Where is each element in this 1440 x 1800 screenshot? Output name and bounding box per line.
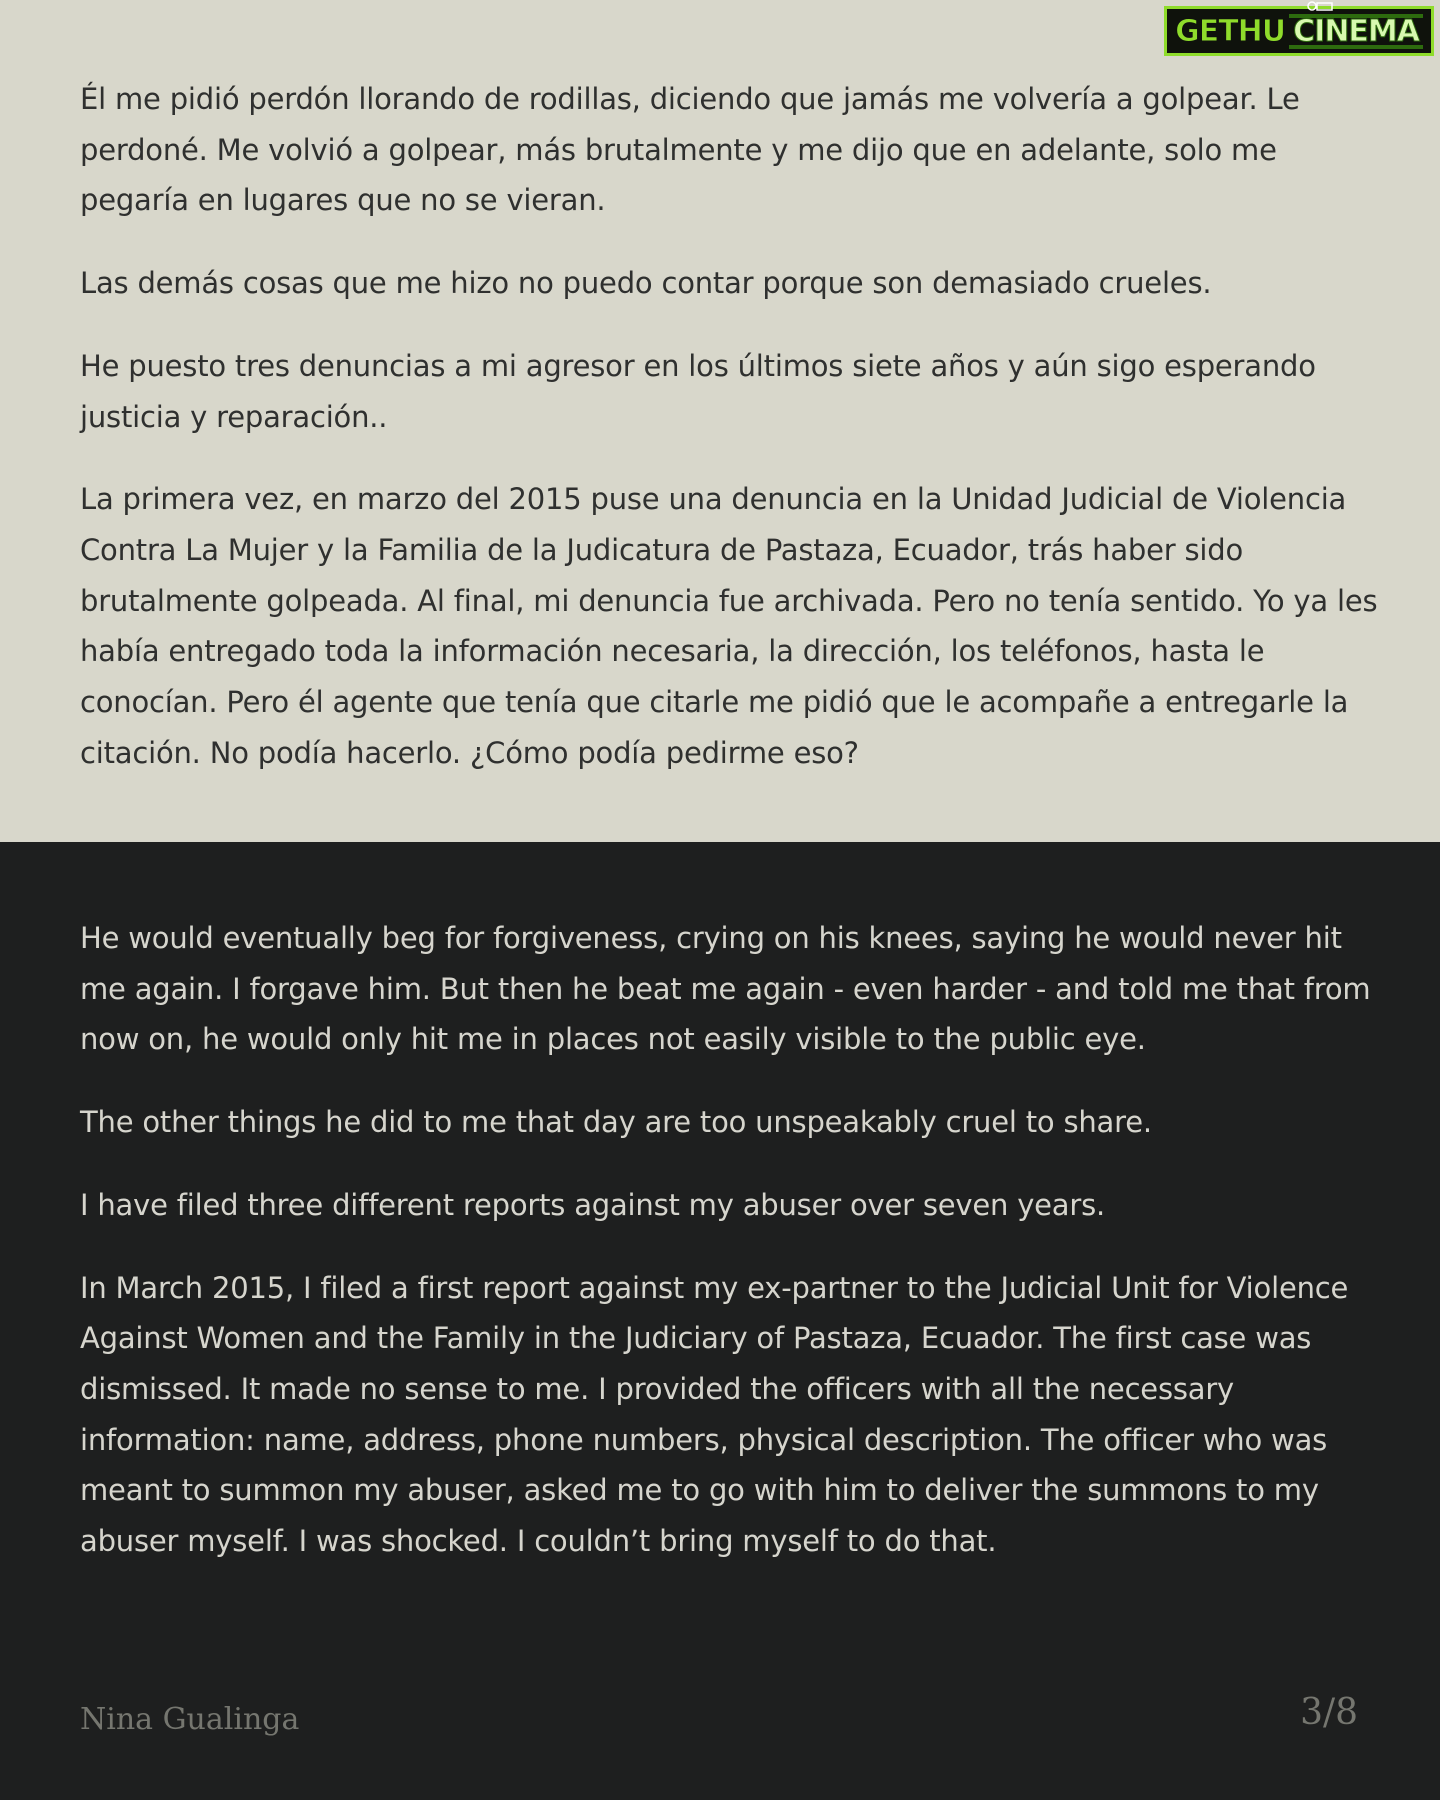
- spanish-paragraph-2: Las demás cosas que me hizo no puedo contar porque son demasiado crueles.: [80, 266, 1212, 301]
- spanish-paragraph-1: Él me pidió perdón llorando de rodillas, diciendo que jamás me volvería a golpear. Le perdoné. Me volvió a golpear, más brutalmente y me dijo que en adelante, solo me pegaría en lugares que no se vieran.: [80, 82, 1300, 218]
- english-paragraph-2: The other things he did to me that day are too unspeakably cruel to share.: [80, 1105, 1152, 1140]
- page-indicator: 3/8: [1300, 1692, 1358, 1733]
- watermark-text-right: CINEMA: [1289, 14, 1423, 49]
- film-camera-icon: [1307, 1, 1333, 11]
- watermark-text-left: GETHU: [1175, 13, 1286, 49]
- spanish-paragraph-4: La primera vez, en marzo del 2015 puse una denuncia en la Unidad Judicial de Violencia Contra La Mujer y la Familia de la Judicatura de Pastaza, Ecuador, trás haber sido brutalmente golpeada. Al final, mi denuncia fue archivada. Pero no tenía sentido. Yo ya les había entregado toda la información necesaria, la dirección, los teléfonos, hasta le conocían. Pero él agente que tenía que citarle me pidió que le acompañe a entregarle la citación. No podía hacerlo. ¿Cómo podía pedirme eso?: [80, 482, 1378, 770]
- spanish-paragraph-3: He puesto tres denuncias a mi agresor en los últimos siete años y aún sigo esperando justicia y reparación..: [80, 348, 1316, 434]
- english-section: [0, 842, 1440, 1800]
- english-paragraph-1: He would eventually beg for forgiveness, crying on his knees, saying he would never hit me again. I forgave him. But then he beat me again - even harder - and told me that from now on, he would only hit me in places not easily visible to the public eye.: [80, 921, 1371, 1057]
- english-paragraph-4: In March 2015, I filed a first report against my ex-partner to the Judicial Unit for Violence Against Women and the Family in the Judiciary of Pastaza, Ecuador. The first case was dismissed. It made no sense to me. I provided the officers with all the necessary information: name, address, phone numbers, physical description. The officer who was meant to summon my abuser, asked me to go with him to deliver the summons to my abuser myself. I was shocked. I couldn’t bring myself to do that.: [80, 1270, 1349, 1559]
- author-name: Nina Gualinga: [80, 1702, 300, 1737]
- english-paragraph-3: I have filed three different reports against my abuser over seven years.: [80, 1187, 1106, 1222]
- spanish-text: [80, 74, 1390, 810]
- english-text: [80, 913, 1390, 1599]
- watermark-logo: [1164, 6, 1434, 56]
- spanish-section: [0, 0, 1440, 842]
